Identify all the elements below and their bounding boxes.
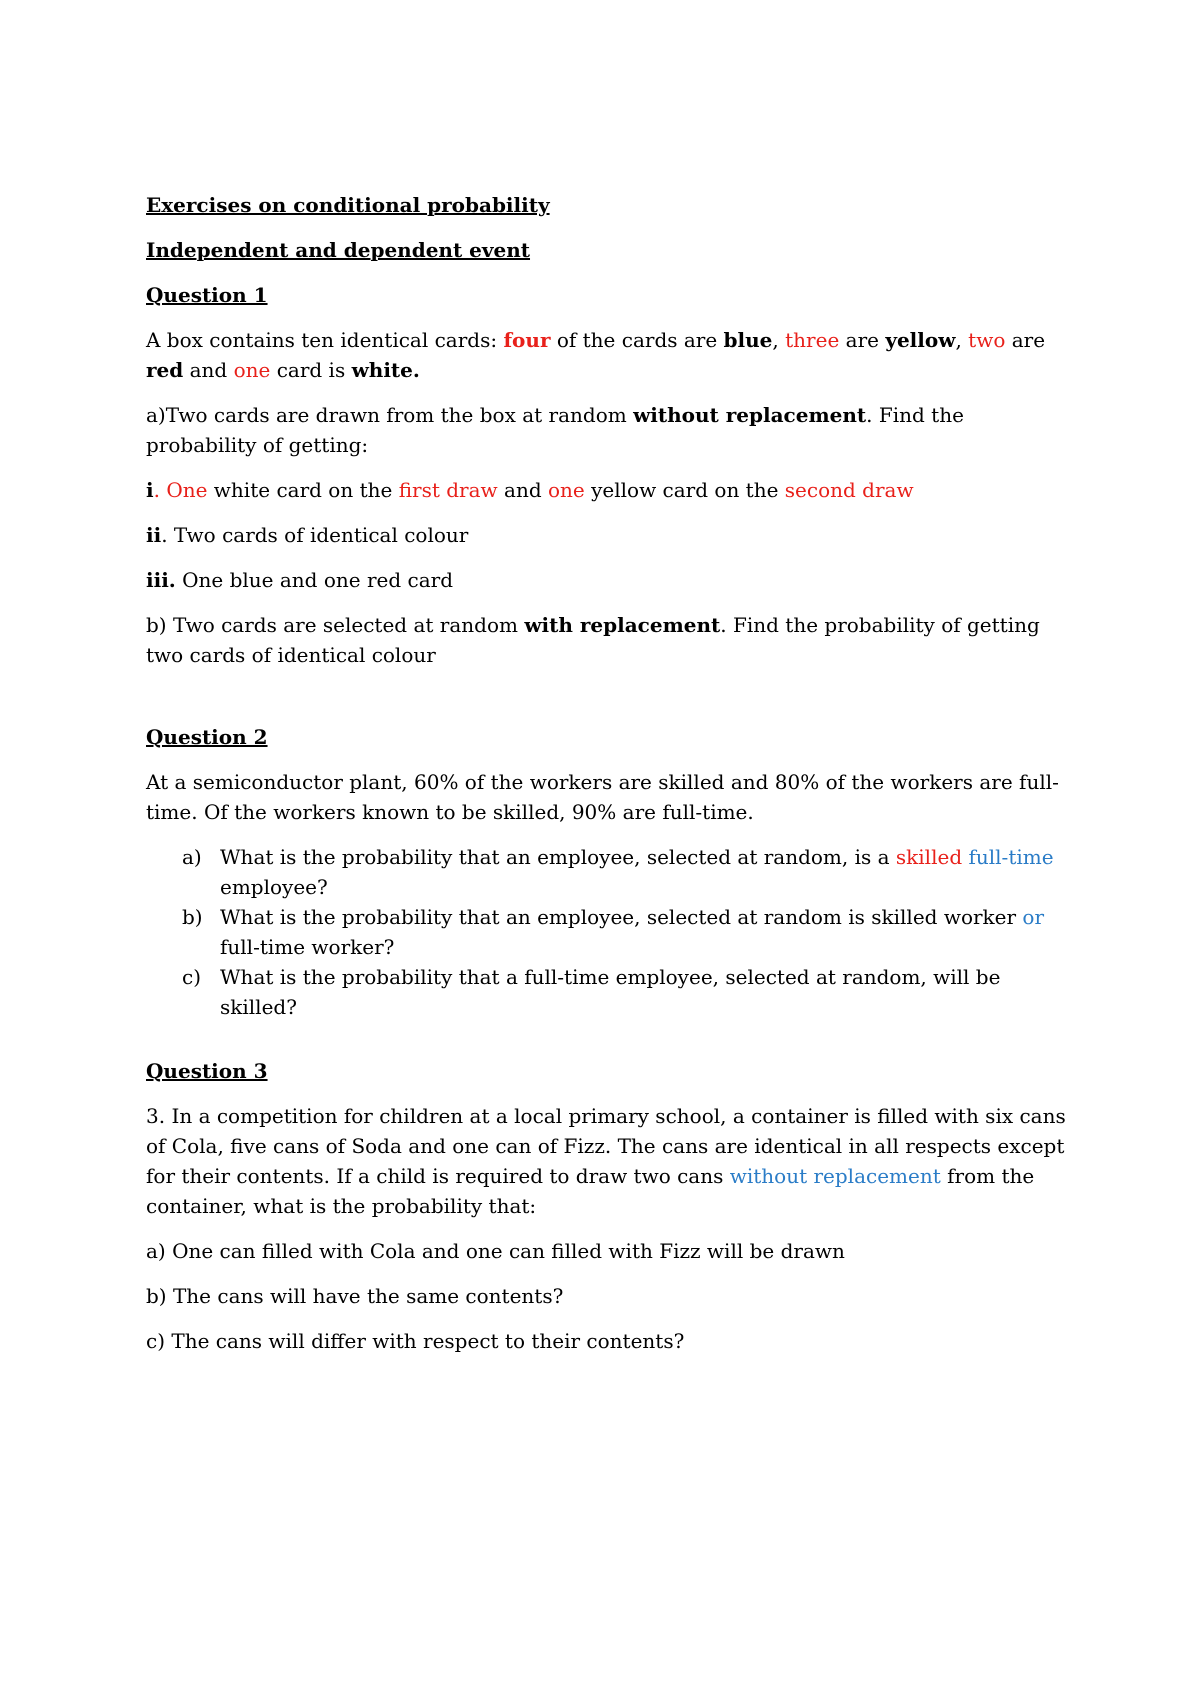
question-3-part-b: b) The cans will have the same contents? [146, 1284, 564, 1308]
question-1-heading: Question 1 [146, 283, 268, 307]
document-subtitle: Independent and dependent event [146, 238, 531, 262]
highlight-two: two [968, 328, 1006, 352]
highlight-four: four [503, 328, 551, 352]
question-2-intro: At a semiconductor plant, 60% of the workers are skilled and 80% of the workers are full-time. Of the workers known to be skilled, 90% are full-time. [146, 770, 1059, 824]
question-1-part-a: a)Two cards are drawn from the box at random without replacement. Find the probability of getting: [146, 403, 964, 457]
question-1-intro: A box contains ten identical cards: four of the cards are blue, three are yellow, two are red and one card is white. [146, 328, 1046, 382]
document-title: Exercises on conditional probability [146, 193, 550, 217]
list-item: a) What is the probability that an employee, selected at random, is a skilled full-time employee? [182, 845, 1054, 899]
question-3-heading: Question 3 [146, 1059, 268, 1083]
question-2-heading: Question 2 [146, 725, 268, 749]
list-item: b) What is the probability that an employee, selected at random is skilled worker or full-time worker? [182, 905, 1045, 959]
question-1-part-i: i. One white card on the first draw and one yellow card on the second draw [146, 478, 914, 502]
question-3-intro: 3. In a competition for children at a local primary school, a container is filled with six cans of Cola, five cans of Soda and one can of Fizz. The cans are identical in all respects except for their contents. If a child is required to draw two cans without replacement from the container, what is the probability that: [146, 1104, 1066, 1218]
question-1-part-ii: ii. Two cards of identical colour [146, 523, 469, 547]
question-3-part-c: c) The cans will differ with respect to their contents? [146, 1329, 685, 1353]
question-1-part-iii: iii. One blue and one red card [146, 568, 453, 592]
question-3-part-a: a) One can filled with Cola and one can filled with Fizz will be drawn [146, 1239, 845, 1263]
highlight-one: one [233, 358, 271, 382]
highlight-three: three [785, 328, 840, 352]
question-2-list [146, 842, 1080, 1022]
list-item: c) What is the probability that a full-time employee, selected at random, will be skilled? [182, 965, 1001, 1019]
question-1-part-b: b) Two cards are selected at random with replacement. Find the probability of getting two cards of identical colour [146, 613, 1040, 667]
